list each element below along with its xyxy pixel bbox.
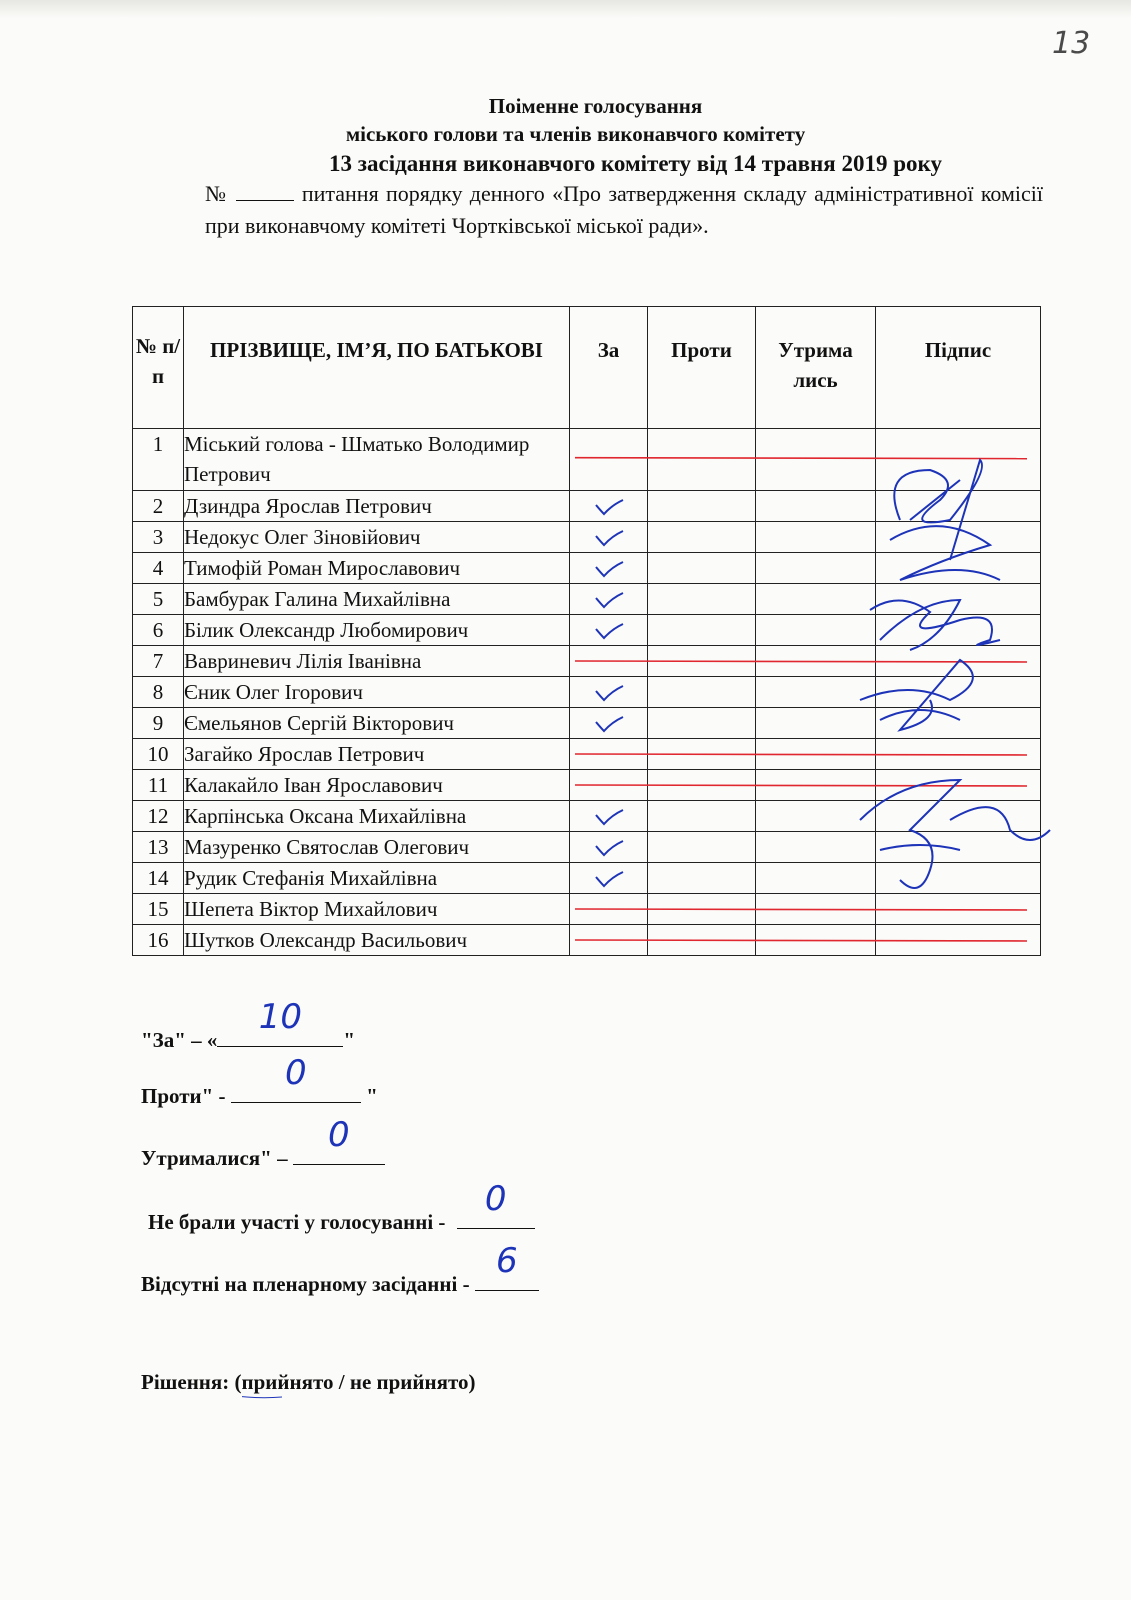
vote-for-cell [570,677,648,708]
member-name: Вавриневич Лілія Іванівна [184,646,570,677]
vote-abstained-cell [756,739,876,770]
vote-against-cell [648,646,756,677]
checkmark-icon [594,683,624,703]
signature-cell [876,677,1041,708]
table-row [133,925,1041,956]
checkmark-icon [594,869,624,889]
vote-abstained-cell [756,925,876,956]
table-row [133,739,1041,770]
row-number: 6 [133,615,184,646]
vote-against-cell [648,615,756,646]
header-for: За [570,307,648,429]
vote-for-cell [570,615,648,646]
header-against: Проти [648,307,756,429]
vote-abstained-cell [756,429,876,491]
vote-against-cell [648,894,756,925]
summary-absent-label: Відсутні на пленарному засіданні - [141,1272,470,1296]
header-number: № п/п [133,307,184,429]
row-number: 9 [133,708,184,739]
table-row [133,522,1041,553]
summary-against-blank [231,1053,361,1103]
decision-accepted-text: прийнято [241,1370,334,1394]
document-subtitle: міського голови та членів виконавчого комітету [345,122,806,146]
member-name: Загайко Ярослав Петрович [184,739,570,770]
member-name: Калакайло Іван Ярославович [184,770,570,801]
row-number: 5 [133,584,184,615]
vote-against-cell [648,770,756,801]
signature-cell [876,739,1041,770]
vote-for-cell [570,894,648,925]
row-number: 15 [133,894,184,925]
vote-abstained-cell [756,584,876,615]
decision-underline [242,1395,282,1399]
member-name: Недокус Олег Зіновійович [184,522,570,553]
vote-for-cell [570,770,648,801]
summary-absent [141,1241,539,1299]
row-number: 8 [133,677,184,708]
summary-absent-blank [475,1241,539,1291]
vote-against-cell [648,491,756,522]
table-row [133,646,1041,677]
header-signature: Підпис [876,307,1041,429]
summary-for-close: " [343,1028,356,1052]
scan-edge [0,0,1131,18]
row-number: 10 [133,739,184,770]
table-row [133,708,1041,739]
checkmark-icon [594,621,624,641]
vote-abstained-cell [756,801,876,832]
summary-against [141,1053,378,1111]
summary-for-value: 10 [258,997,303,1037]
decision-close: ) [468,1370,476,1394]
checkmark-icon [594,528,624,548]
vote-abstained-cell [756,770,876,801]
table-row [133,832,1041,863]
signature-cell [876,801,1041,832]
signature-cell [876,429,1041,491]
summary-not-participated-blank [457,1179,535,1229]
vote-table [132,306,1041,956]
summary-abstained-blank [293,1115,385,1165]
table-row [133,801,1041,832]
table-row [133,770,1041,801]
vote-against-cell [648,429,756,491]
vote-abstained-cell [756,863,876,894]
vote-against-cell [648,677,756,708]
vote-for-cell [570,429,648,491]
vote-abstained-cell [756,553,876,584]
vote-for-cell [570,708,648,739]
summary-not-participated-label: Не брали участі у голосуванні - [148,1210,446,1234]
signature-cell [876,708,1041,739]
page-number: 13 [1052,26,1091,61]
checkmark-icon [594,714,624,734]
summary-against-close: " [366,1084,378,1108]
member-name: Білик Олександр Любомирович [184,615,570,646]
decision-accepted [242,1370,334,1394]
signature-cell [876,584,1041,615]
vote-abstained-cell [756,615,876,646]
table-row [133,677,1041,708]
member-name: Ємельянов Сергій Вікторович [184,708,570,739]
table-row [133,553,1041,584]
signature-cell [876,894,1041,925]
summary-against-value: 0 [284,1053,307,1093]
vote-against-cell [648,739,756,770]
row-number: 2 [133,491,184,522]
vote-for-cell [570,553,648,584]
vote-abstained-cell [756,677,876,708]
vote-against-cell [648,553,756,584]
summary-not-participated-value: 0 [484,1179,507,1219]
meeting-info: 13 засідання виконавчого комітету від 14 травня 2019 року [329,151,942,176]
summary-not-participated [148,1179,535,1237]
member-name: Карпінська Оксана Михайлівна [184,801,570,832]
checkmark-icon [594,497,624,517]
signature-cell [876,491,1041,522]
vote-against-cell [648,522,756,553]
member-name: Міський голова - Шматько Володимир Петрович [184,429,570,491]
vote-against-cell [648,584,756,615]
row-number: 12 [133,801,184,832]
table-row [133,584,1041,615]
table-row [133,491,1041,522]
row-number: 14 [133,863,184,894]
signature-cell [876,615,1041,646]
checkmark-icon [594,807,624,827]
signature-cell [876,646,1041,677]
vote-for-cell [570,646,648,677]
signature-cell [876,522,1041,553]
member-name: Єник Олег Ігорович [184,677,570,708]
signature-cell [876,770,1041,801]
question-text: питання порядку денного «Про затвердження складу адміністративної комісії при виконавчому комітеті Чортківської міської ради». [205,181,1044,238]
question-number-blank [236,182,294,201]
checkmark-icon [594,838,624,858]
vote-abstained-cell [756,708,876,739]
summary-abstained [141,1115,385,1173]
checkmark-icon [594,559,624,579]
summary-abstained-value: 0 [328,1115,350,1155]
vote-abstained-cell [756,894,876,925]
vote-abstained-cell [756,832,876,863]
signature-cell [876,863,1041,894]
member-name: Рудик Стефанія Михайлівна [184,863,570,894]
signature-cell [876,832,1041,863]
agenda-question [205,178,1043,242]
decision-rejected: не прийнято [349,1370,469,1394]
vote-for-cell [570,584,648,615]
table-header-row [133,307,1041,429]
summary-for-blank [217,997,343,1047]
member-name: Бамбурак Галина Михайлівна [184,584,570,615]
row-number: 11 [133,770,184,801]
vote-for-cell [570,925,648,956]
vote-against-cell [648,863,756,894]
member-name: Мазуренко Святослав Олегович [184,832,570,863]
vote-for-cell [570,522,648,553]
vote-for-cell [570,832,648,863]
summary-for [141,997,356,1055]
summary-absent-value: 6 [496,1241,518,1281]
member-name: Шепета Віктор Михайлович [184,894,570,925]
summary-for-label: "За" – « [141,1028,218,1052]
table-row [133,894,1041,925]
table-row [133,863,1041,894]
signature-cell [876,925,1041,956]
table-row [133,429,1041,491]
decision-label: Рішення: ( [141,1370,242,1394]
summary-against-label: Проти" - [141,1084,226,1108]
checkmark-icon [594,590,624,610]
header-name: ПРІЗВИЩЕ, ІМ’Я, ПО БАТЬКОВІ [184,307,570,429]
header-abstained: Утрима лись [756,307,876,429]
table-row [133,615,1041,646]
vote-against-cell [648,832,756,863]
row-number: 16 [133,925,184,956]
vote-for-cell [570,863,648,894]
row-number: 4 [133,553,184,584]
vote-abstained-cell [756,522,876,553]
member-name: Тимофій Роман Мирославович [184,553,570,584]
decision [141,1370,476,1395]
vote-for-cell [570,739,648,770]
document-title: Поіменне голосування [488,94,703,118]
vote-against-cell [648,925,756,956]
member-name: Дзиндра Ярослав Петрович [184,491,570,522]
row-number: 3 [133,522,184,553]
row-number: 7 [133,646,184,677]
vote-against-cell [648,708,756,739]
number-sign: № [205,181,228,206]
member-name: Шутков Олександр Васильович [184,925,570,956]
row-number: 13 [133,832,184,863]
vote-abstained-cell [756,491,876,522]
vote-against-cell [648,801,756,832]
decision-separator: / [333,1370,350,1394]
signature-cell [876,553,1041,584]
vote-abstained-cell [756,646,876,677]
vote-for-cell [570,491,648,522]
summary-abstained-label: Утрималися" – [141,1146,288,1170]
vote-for-cell [570,801,648,832]
row-number: 1 [133,429,184,491]
